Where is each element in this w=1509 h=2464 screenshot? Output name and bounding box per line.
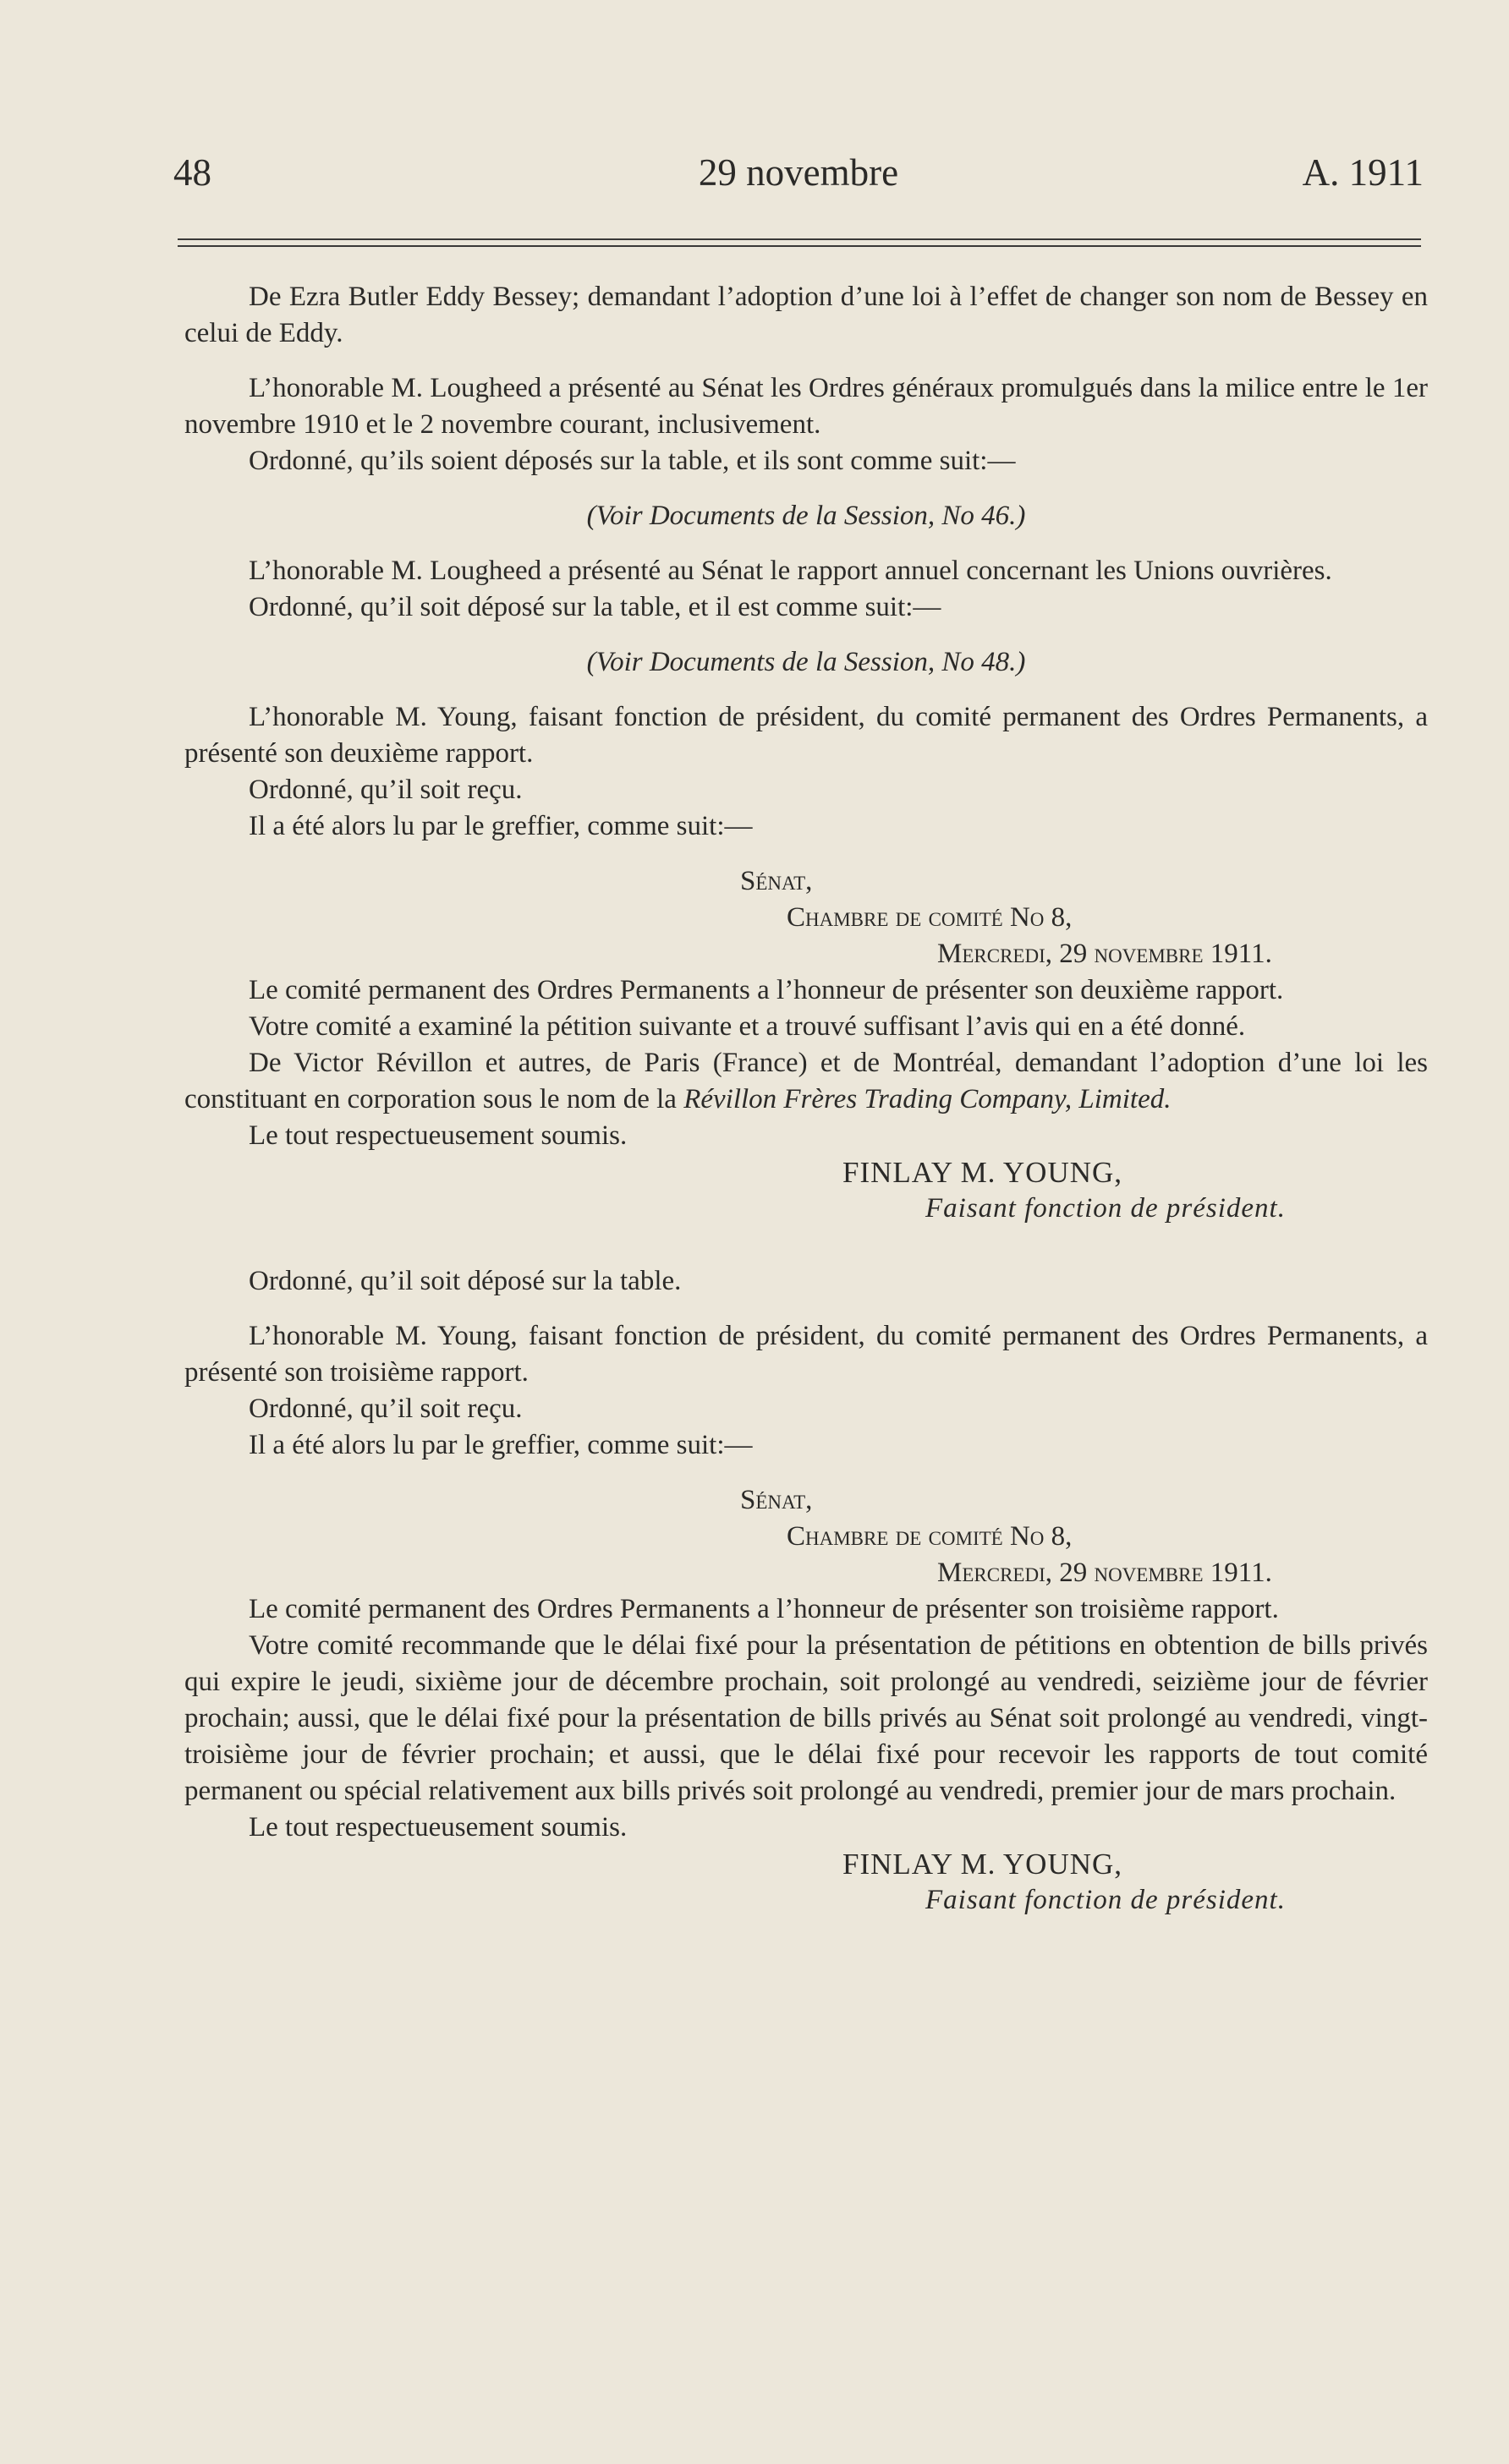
paragraph: Ordonné, qu’il soit reçu. xyxy=(249,775,523,805)
paragraph: Le comité permanent des Ordres Permanents a l’honneur de présenter son deuxième rapport. xyxy=(249,975,1284,1005)
paragraph: Votre comité a examiné la pétition suivante et a trouvé suffisant l’avis qui en a été donné. xyxy=(249,1011,1246,1042)
paragraph: Le tout respectueusement soumis. xyxy=(249,1120,628,1151)
paragraph: De Ezra Butler Eddy Bessey; demandant l’adoption d’une loi à l’effet de changer son nom de Bessey en celui de Eddy. xyxy=(184,282,1428,348)
header-date: 29 novembre xyxy=(698,151,899,194)
report-heading-senat: Sénat, xyxy=(740,1485,813,1515)
page-number: 48 xyxy=(173,151,211,194)
paragraph xyxy=(184,1045,1428,1118)
paragraph: Ordonné, qu’ils soient déposés sur la table, et ils sont comme suit:— xyxy=(249,446,1016,476)
header-year: A. 1911 xyxy=(1302,151,1424,194)
paragraph: Il a été alors lu par le greffier, comme suit:— xyxy=(249,1430,753,1460)
paragraph: Ordonné, qu’il soit reçu. xyxy=(249,1394,523,1424)
signature-name: FINLAY M. YOUNG, xyxy=(842,1156,1123,1189)
page-body xyxy=(184,279,1428,1919)
paragraph: L’honorable M. Lougheed a présenté au Sénat le rapport annuel concernant les Unions ouvrières. xyxy=(249,556,1332,586)
signature-title: Faisant fonction de président. xyxy=(925,1193,1286,1224)
paragraph: Ordonné, qu’il soit déposé sur la table. xyxy=(249,1266,682,1296)
report-heading-date: Mercredi, 29 novembre 1911. xyxy=(937,939,1272,969)
paragraph-text: De Victor Révillon et autres, de Paris (France) et de Montréal, demandant l’adoption d’une loi les constituant en corporation sous le nom de la xyxy=(184,1048,1428,1114)
document-reference: (Voir Documents de la Session, No 46.) xyxy=(586,501,1026,531)
paragraph: L’honorable M. Young, faisant fonction de président, du comité permanent des Ordres Permanents, a présenté son troisième rapport. xyxy=(184,1321,1428,1388)
header-rule-top xyxy=(178,238,1421,240)
paragraph: Le tout respectueusement soumis. xyxy=(249,1812,628,1843)
paragraph: Ordonné, qu’il soit déposé sur la table, et il est comme suit:— xyxy=(249,592,941,622)
report-heading-chambre: Chambre de comité No 8, xyxy=(787,902,1073,933)
signature-name: FINLAY M. YOUNG, xyxy=(842,1848,1123,1881)
document-reference: (Voir Documents de la Session, No 48.) xyxy=(586,647,1026,677)
report-heading-chambre: Chambre de comité No 8, xyxy=(787,1521,1073,1552)
paragraph: Il a été alors lu par le greffier, comme suit:— xyxy=(249,811,753,841)
signature-title: Faisant fonction de président. xyxy=(925,1885,1286,1915)
header-rule-bottom xyxy=(178,245,1421,247)
paragraph: Le comité permanent des Ordres Permanents a l’honneur de présenter son troisième rapport. xyxy=(249,1594,1279,1624)
page-header xyxy=(173,151,1424,210)
company-name: Révillon Frères Trading Company, Limited. xyxy=(683,1084,1172,1114)
paragraph: L’honorable M. Lougheed a présenté au Sénat les Ordres généraux promulgués dans la milice entre le 1er novembre 1910 et le 2 novembre courant, inclusivement. xyxy=(184,373,1428,440)
paragraph: Votre comité recommande que le délai fixé pour la présentation de pétitions en obtention de bills privés qui expire le jeudi, sixième jour de décembre prochain, soit prolongé au vendredi, seizième jour de février prochain; aussi, que le délai fixé pour la présentation de bills privés au Sénat soit prolongé au vendredi, vingt-troisième jour de février prochain; et aussi, que le délai fixé pour recevoir les rapports de tout comité permanent ou spécial relativement aux bills privés soit prolongé au vendredi, premier jour de mars prochain. xyxy=(184,1630,1428,1806)
paragraph: L’honorable M. Young, faisant fonction de président, du comité permanent des Ordres Permanents, a présenté son deuxième rapport. xyxy=(184,702,1428,769)
report-heading-date: Mercredi, 29 novembre 1911. xyxy=(937,1558,1272,1588)
report-heading-senat: Sénat, xyxy=(740,866,813,896)
